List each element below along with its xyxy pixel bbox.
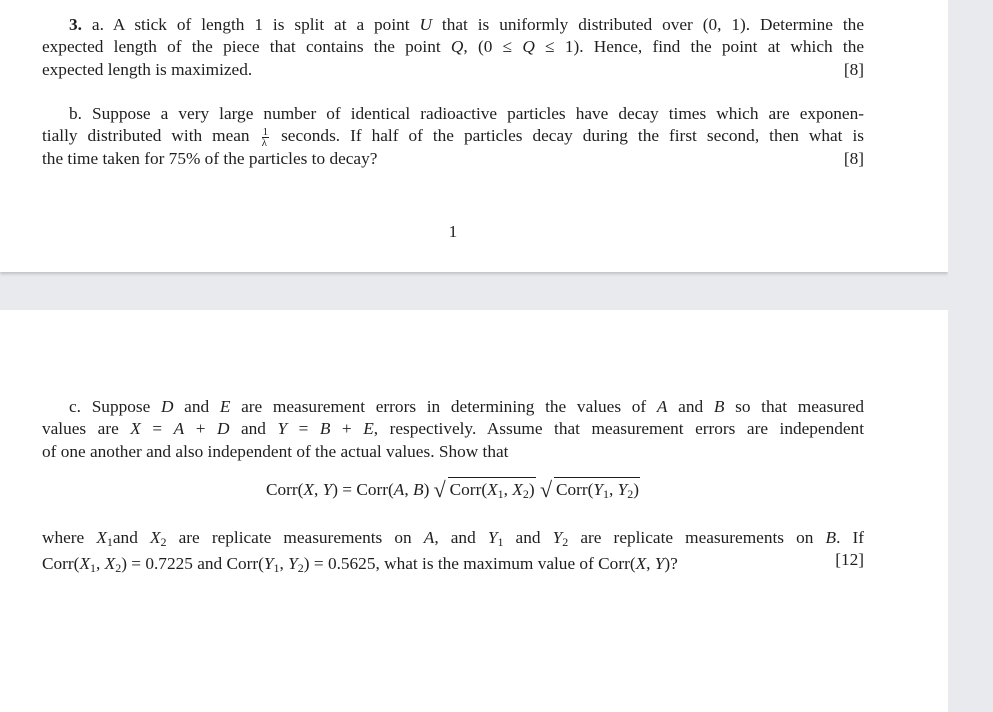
- question-3b-line-2: tially distributed with mean $\frac{1}{\lambda}$ seconds. If half of the particles decay during the first second, then what is: [42, 125, 865, 149]
- question-3a: [42, 14, 864, 81]
- sqrt-corr-y: √ $Corr(Y_1$, $Y_2$): [539, 477, 640, 502]
- question-3c-marks: [12]: [835, 550, 864, 570]
- question-3c-line-4: where $X_1and$ $X_2$ are replicate measurements on A, and $Y_1$ and $Y_2$ are replicate measurements on B. If: [42, 528, 864, 549]
- question-3b-line-1: b. Suppose a very large number of identical radioactive particles have decay times which are exponen-: [69, 104, 864, 123]
- question-3a-line-3: expected length is maximized.: [42, 59, 253, 79]
- question-3c-line-1: c. Suppose D and E are measurement errors in determining the values of A and B so that measured: [69, 397, 865, 416]
- document-page-1: [0, 0, 948, 272]
- page-number: 1: [448, 222, 458, 241]
- scrollbar-track[interactable]: [948, 0, 993, 712]
- correlation-formula: Corr(X, Y) = Corr(A, B) √ $Corr(X_1$, $X_2$) √ $Corr(Y_1$, $Y_2$): [265, 477, 640, 502]
- question-3b-marks: [8]: [843, 148, 864, 168]
- question-3c-line-3: of one another and also independent of the actual values. Show that: [42, 441, 509, 461]
- document-page-2: [0, 310, 948, 712]
- question-3b: [42, 103, 864, 170]
- question-3a-line-1: 3. a. A stick of length 1 is split at a point U that is uniformly distributed over (0, 1). Determine the: [69, 15, 864, 34]
- question-3b-line-3: the time taken for 75% of the particles to decay?: [42, 148, 378, 168]
- question-3c-continued: [42, 527, 864, 580]
- question-3c: [42, 396, 864, 463]
- question-3c-line-5: $Corr(X_1$, $X_2) = 0.7225$ and $Corr(Y_1$, $Y_2) = 0.5625$, what is the maximum value of Corr(X, Y)?: [42, 554, 678, 576]
- question-3a-marks: [8]: [843, 59, 864, 79]
- question-3c-line-2: values are X = A + D and Y = B + E, respectively. Assume that measurement errors are independent: [42, 419, 864, 439]
- question-3a-line-2: expected length of the piece that contains the point Q, (0 ≤ Q ≤ 1). Hence, find the point at which the: [42, 37, 864, 57]
- fraction-one-over-lambda: $\frac{1}{\lambda}$: [261, 125, 269, 149]
- sqrt-corr-x: √ $Corr(X_1$, $X_2$): [433, 477, 535, 502]
